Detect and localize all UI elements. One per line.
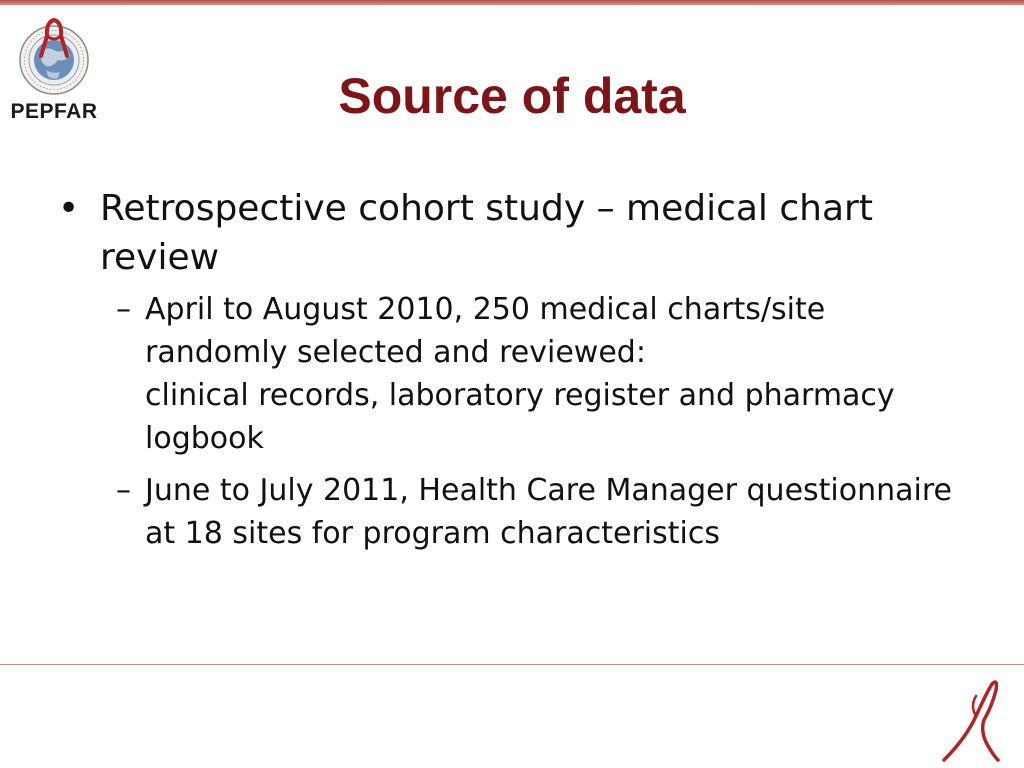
sub-bullet-april-august-2010 bbox=[116, 288, 958, 460]
pepfar-logo-text: PEPFAR bbox=[10, 100, 98, 123]
bullet-list bbox=[58, 184, 958, 564]
dash-marker: – bbox=[116, 473, 131, 508]
slide-title: Source of data bbox=[338, 68, 686, 124]
sub-bullet-text-line2: clinical records, laboratory register and pharmacy logbook bbox=[145, 378, 895, 456]
bullet-marker: • bbox=[58, 188, 80, 229]
sub-bullet-text-line1: April to August 2010, 250 medical charts/site randomly selected and reviewed: bbox=[145, 292, 826, 370]
top-border bbox=[0, 0, 1024, 5]
footer-rule bbox=[0, 664, 1024, 665]
sub-bullet-june-july-2011 bbox=[116, 469, 958, 555]
sub-bullet-text: June to July 2011, Health Care Manager questionnaire at 18 sites for program characteristics bbox=[145, 473, 952, 551]
bullet-text: Retrospective cohort study – medical chart review bbox=[100, 188, 873, 278]
dash-marker: – bbox=[116, 292, 131, 327]
red-ribbon-icon bbox=[936, 676, 1006, 766]
bullet-retrospective-study bbox=[58, 184, 958, 282]
